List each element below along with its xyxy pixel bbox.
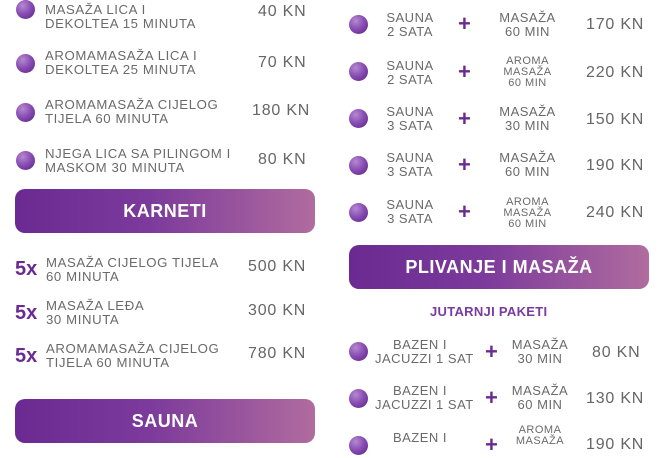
item-description: AROMAMASAŽA CIJELOG TIJELA 60 MINUTA	[46, 341, 220, 370]
item-description: AROMAMASAŽA LICA I DEKOLTEA 25 MINUTA	[45, 48, 198, 77]
plus-icon: +	[485, 432, 498, 457]
multiplier-label: 5x	[15, 258, 38, 280]
combo-part-a: BAZEN I JACUZZI 1 SAT	[375, 383, 474, 412]
combo-part-b: MASAŽA 30 MIN	[499, 104, 556, 133]
combo-part-b: MASAŽA 60 MIN	[511, 383, 569, 412]
plivanje-banner: PLIVANJE I MASAŽA	[349, 245, 649, 289]
plus-icon: +	[458, 152, 471, 177]
combo-part-b: AROMA MASAŽA	[515, 424, 565, 447]
item-description: MASAŽA LICA I DEKOLTEA 15 MINUTA	[45, 2, 197, 31]
combo-part-a: BAZEN I JACUZZI 1 SAT	[375, 337, 474, 366]
item-price: 70 KN	[258, 54, 307, 71]
item-description: NJEGA LICA SA PILINGOM I MASKOM 30 MINUTA	[45, 146, 231, 175]
sauna-banner: SAUNA	[15, 399, 315, 443]
bullet-icon	[349, 62, 368, 81]
plus-icon: +	[458, 106, 471, 131]
combo-part-a: SAUNA 2 SATA	[386, 10, 434, 39]
combo-part-a: SAUNA 3 SATA	[386, 150, 434, 179]
item-price: 220 KN	[586, 64, 645, 81]
bullet-icon	[16, 151, 35, 170]
combo-part-b: MASAŽA 60 MIN	[499, 150, 556, 179]
item-price: 500 KN	[248, 258, 307, 275]
combo-part-b: MASAŽA 60 MIN	[499, 10, 556, 39]
bullet-icon	[16, 0, 35, 19]
combo-part-b: AROMA MASAŽA 60 MIN	[503, 55, 552, 89]
bullet-icon	[349, 203, 368, 222]
combo-part-a: SAUNA 3 SATA	[386, 197, 434, 226]
item-price: 190 KN	[586, 436, 645, 453]
plus-icon: +	[458, 59, 471, 84]
combo-part-a: BAZEN I	[392, 430, 448, 445]
item-price: 130 KN	[586, 390, 645, 407]
plus-icon: +	[485, 339, 498, 364]
karneti-banner: KARNETI	[15, 189, 315, 233]
combo-part-a: SAUNA 3 SATA	[386, 104, 434, 133]
bullet-icon	[349, 109, 368, 128]
item-price: 170 KN	[586, 16, 645, 33]
bullet-icon	[349, 15, 368, 34]
bullet-icon	[349, 342, 368, 361]
item-description: MASAŽA CIJELOG TIJELA 60 MINUTA	[46, 255, 219, 284]
combo-part-b: AROMA MASAŽA 60 MIN	[503, 196, 552, 230]
bullet-icon	[349, 436, 368, 455]
item-price: 40 KN	[258, 3, 307, 20]
bullet-icon	[16, 54, 35, 73]
combo-part-a: SAUNA 2 SATA	[386, 58, 434, 87]
plus-icon: +	[485, 385, 498, 410]
item-price: 240 KN	[586, 204, 645, 221]
item-price: 80 KN	[258, 151, 307, 168]
bullet-icon	[16, 103, 35, 122]
item-price: 80 KN	[592, 344, 641, 361]
item-price: 190 KN	[586, 157, 645, 174]
item-price: 780 KN	[248, 345, 307, 362]
multiplier-label: 5x	[15, 345, 38, 367]
plus-icon: +	[458, 199, 471, 224]
item-price: 180 KN	[252, 102, 311, 119]
bullet-icon	[349, 156, 368, 175]
combo-part-b: MASAŽA 30 MIN	[511, 337, 569, 366]
bullet-icon	[349, 389, 368, 408]
item-price: 150 KN	[586, 111, 645, 128]
item-description: MASAŽA LEĐA 30 MINUTA	[46, 298, 145, 327]
item-description: AROMAMASAŽA CIJELOG TIJELA 60 MINUTA	[45, 97, 219, 126]
multiplier-label: 5x	[15, 302, 38, 324]
item-price: 300 KN	[248, 302, 307, 319]
plus-icon: +	[458, 11, 471, 36]
jutarnji-paketi-title: JUTARNJI PAKETI	[430, 304, 548, 319]
